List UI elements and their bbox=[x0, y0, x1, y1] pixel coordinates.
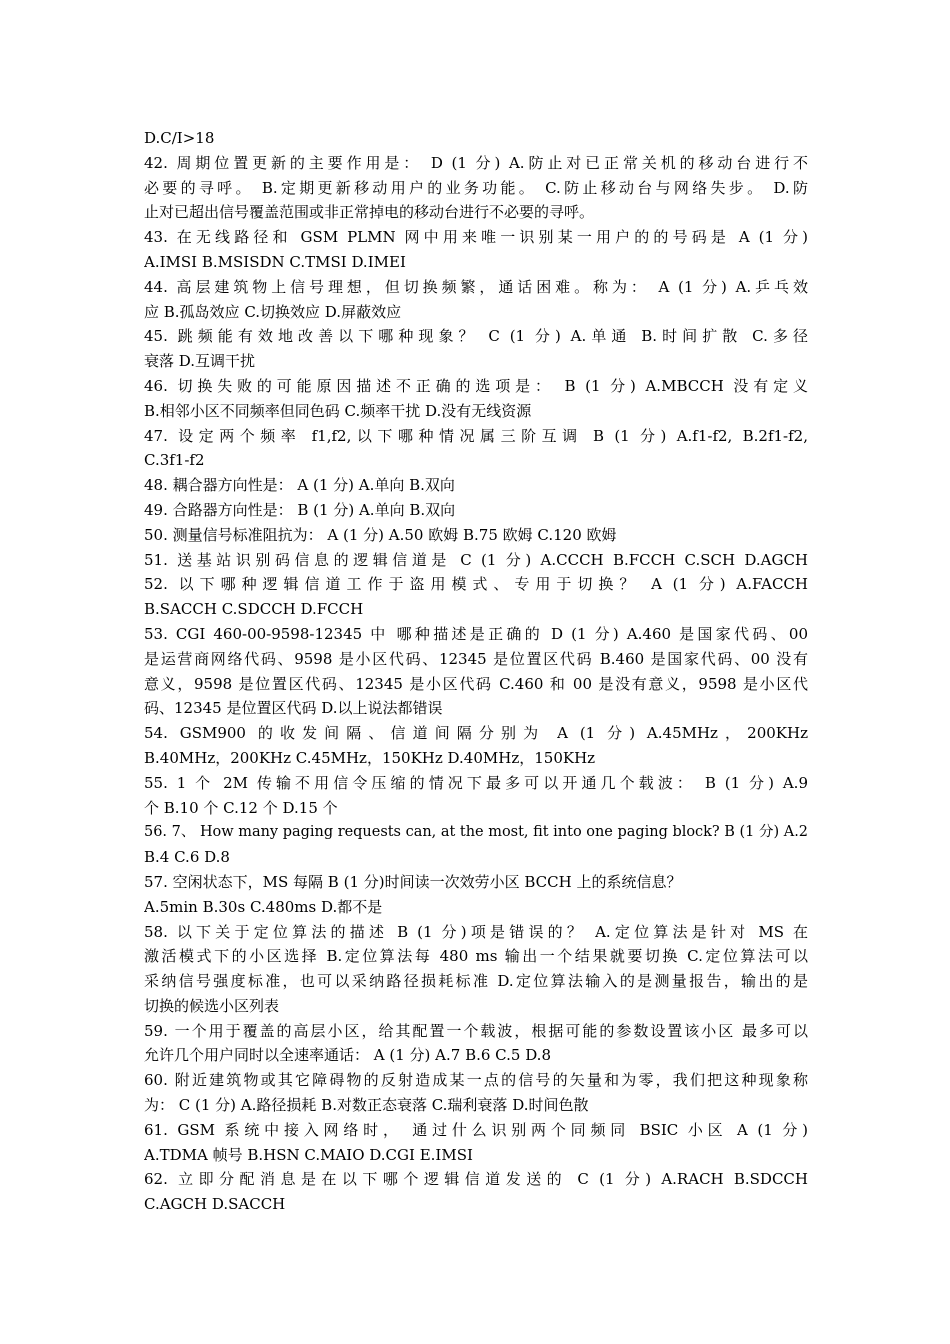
text-line: 衰落 D.互调干扰 bbox=[144, 352, 256, 371]
question-47: 47. 设定两个频率 f1,f2,以下哪种情况属三阶互调 B (1 分) A.f1-f2, B.2f1-f2, bbox=[144, 426, 808, 445]
text-line: A.IMSI B.MSISDN C.TMSI D.IMEI bbox=[144, 252, 406, 271]
question-60: 60. 附近建筑物或其它障碍物的反射造成某一点的信号的矢量和为零，我们把这种现象称 bbox=[144, 1071, 808, 1090]
text-line: B.相邻小区不同频率但同色码 C.频率干扰 D.没有无线资源 bbox=[144, 401, 532, 420]
question-49: 49. 合路器方向性是： B (1 分) A.单向 B.双向 bbox=[144, 500, 456, 519]
question-55: 55. 1 个 2M 传输不用信令压缩的情况下最多可以开通几个载波： B (1 分) A.9 bbox=[144, 773, 808, 792]
text-line: C.AGCH D.SACCH bbox=[144, 1195, 286, 1214]
text-line: 为： C (1 分) A.路径损耗 B.对数正态衰落 C.瑞利衰落 D.时间色散 bbox=[144, 1096, 589, 1115]
question-61: 61. GSM 系统中接入网络时， 通过什么识别两个同频同 BSIC 小区 A (1 分) bbox=[144, 1120, 808, 1139]
text-line: 止对已超出信号覆盖范围或非正常掉电的移动台进行不必要的寻呼。 bbox=[144, 203, 595, 222]
text-line: B.SACCH C.SDCCH D.FCCH bbox=[144, 600, 364, 619]
text-line: 个 B.10 个 C.12 个 D.15 个 bbox=[144, 798, 338, 817]
question-53: 53. CGI 460-00-9598-12345 中 哪种描述是正确的 D (1 分) A.460 是国家代码、00 bbox=[144, 624, 808, 643]
text-line: 是运营商网络代码、9598 是小区代码、12345 是位置区代码 B.460 是国家代码、00 没有 bbox=[144, 649, 808, 668]
question-46: 46. 切换失败的可能原因描述不正确的选项是： B (1 分) A.MBCCH 没有定义 bbox=[144, 376, 808, 395]
question-56: 56. 7、 How many paging requests can, at the most, fit into one paging block? B (1 分) A.2 bbox=[144, 824, 808, 841]
document-page bbox=[144, 126, 808, 1217]
text-line: D.C/I>18 bbox=[144, 129, 215, 147]
question-51: 51. 送基站识别码信息的逻辑信道是 C (1 分) A.CCCH B.FCCH C.SCH D.AGCH bbox=[144, 550, 808, 569]
question-45: 45. 跳频能有效地改善以下哪种现象？ C (1 分) A.单通 B.时间扩散 C.多径 bbox=[144, 327, 808, 346]
text-line: 应 B.孤岛效应 C.切换效应 D.屏蔽效应 bbox=[144, 302, 402, 321]
text-line: B.4 C.6 D.8 bbox=[144, 848, 230, 867]
text-line: 允许几个用户同时以全速率通话： A (1 分) A.7 B.6 C.5 D.8 bbox=[144, 1046, 551, 1065]
question-52: 52. 以下哪种逻辑信道工作于盗用模式、专用于切换？ A (1 分) A.FACCH bbox=[144, 575, 808, 594]
question-58: 58. 以下关于定位算法的描述 B (1 分)项是错误的？ A.定位算法是针对 MS 在 bbox=[144, 922, 808, 941]
question-44: 44. 高层建筑物上信号理想，但切换频繁，通话困难。称为： A (1 分) A.乒乓效 bbox=[144, 277, 808, 296]
question-43: 43. 在无线路径和 GSM PLMN 网中用来唯一识别某一用户的的号码是 A (1 分) bbox=[144, 228, 808, 247]
text-line: 切换的候选小区列表 bbox=[144, 996, 280, 1015]
question-48: 48. 耦合器方向性是： A (1 分) A.单向 B.双向 bbox=[144, 476, 455, 495]
text-line: C.3f1-f2 bbox=[144, 451, 205, 470]
question-50: 50. 测量信号标准阻抗为： A (1 分) A.50 欧姆 B.75 欧姆 C.120 欧姆 bbox=[144, 525, 617, 544]
text-line: B.40MHz，200KHz C.45MHz，150KHz D.40MHz，150KHz bbox=[144, 748, 596, 767]
text-line: 码、12345 是位置区代码 D.以上说法都错误 bbox=[144, 699, 443, 718]
question-62: 62. 立即分配消息是在以下哪个逻辑信道发送的 C (1 分) A.RACH B.SDCCH bbox=[144, 1170, 808, 1189]
question-54: 54. GSM900 的收发间隔、信道间隔分别为 A (1 分) A.45MHz，200KHz bbox=[144, 724, 808, 743]
question-42: 42. 周期位置更新的主要作用是： D (1 分) A.防止对已正常关机的移动台进行不 bbox=[144, 153, 808, 172]
text-line: 必要的寻呼。 B.定期更新移动用户的业务功能。 C.防止移动台与网络失步。 D.防 bbox=[144, 178, 808, 197]
text-line: A.TDMA 帧号 B.HSN C.MAIO D.CGI E.IMSI bbox=[144, 1145, 473, 1164]
text-line: 意义，9598 是位置区代码、12345 是小区代码 C.460 和 00 是没有意义，9598 是小区代 bbox=[144, 674, 808, 693]
text-line: A.5min B.30s C.480ms D.都不是 bbox=[144, 897, 383, 916]
question-59: 59. 一个用于覆盖的高层小区，给其配置一个载波，根据可能的参数设置该小区 最多可以 bbox=[144, 1021, 808, 1040]
text-line: 激活模式下的小区选择 B.定位算法每 480 ms 输出一个结果就要切换 C.定位算法可以 bbox=[144, 947, 808, 966]
text-line: 采纳信号强度标准，也可以采纳路径损耗标准 D.定位算法输入的是测量报告，输出的是 bbox=[144, 972, 808, 991]
question-57: 57. 空闲状态下，MS 每隔 B (1 分)时间读一次效劳小区 BCCH 上的系统信息？ bbox=[144, 872, 682, 891]
